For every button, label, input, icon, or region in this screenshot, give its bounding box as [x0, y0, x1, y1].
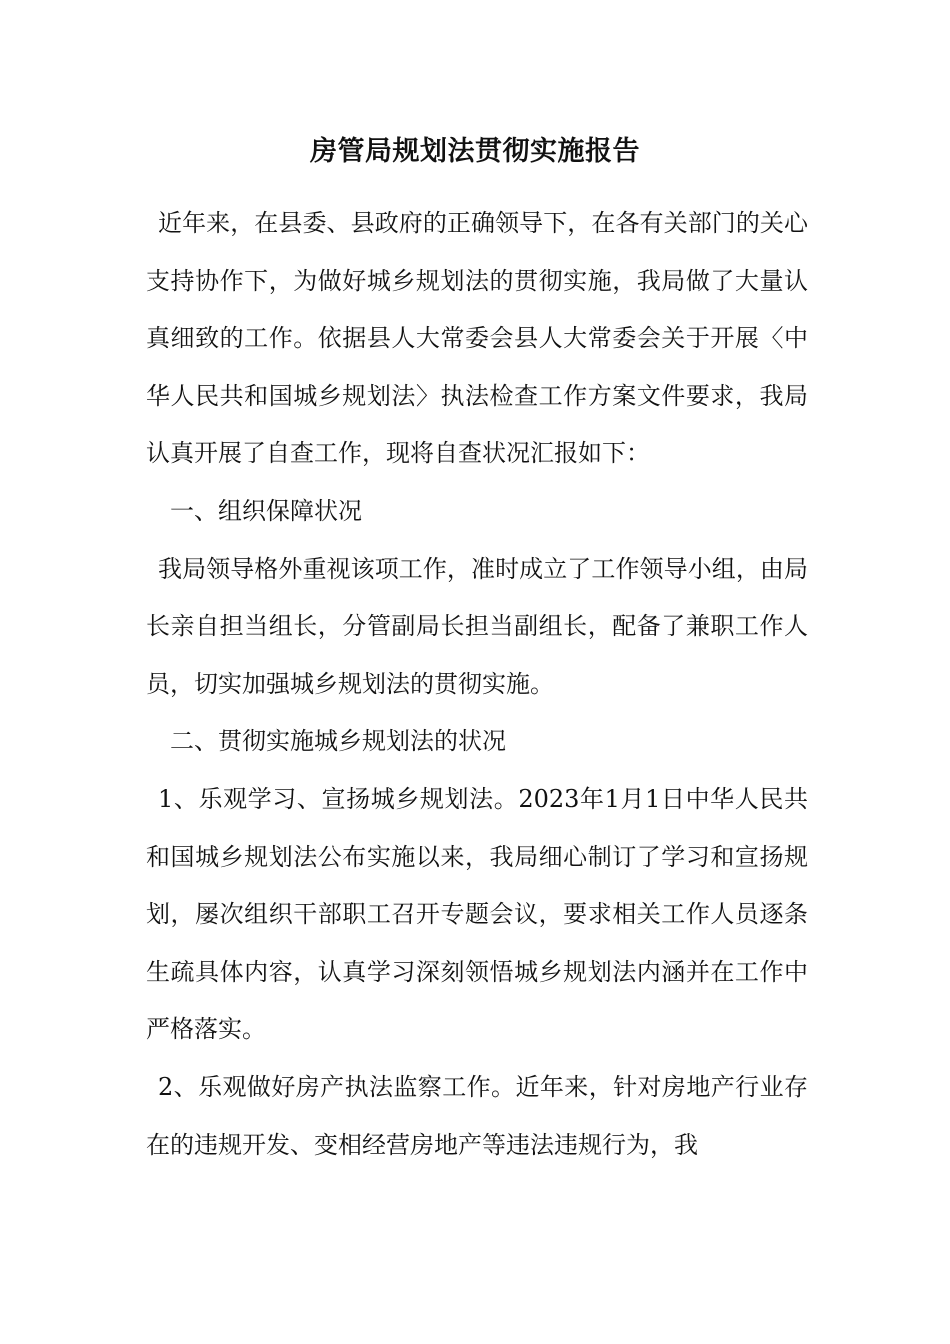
document-title: 房管局规划法贯彻实施报告 [310, 136, 640, 167]
paragraph-intro: 近年来，在县委、县政府的正确领导下，在各有关部门的关心支持协作下，为做好城乡规划法的贯彻实施，我局做了大量认真细致的工作。依据县人大常委会县人大常委会关于开展〈中华人民共和国城乡规划法〉执法检查工作方案文件要求，我局认真开展了自查工作，现将自查状况汇报如下： [146, 209, 808, 468]
paragraph-enforcement: 2、乐观做好房产执法监察工作。近年来，针对房地产行业存在的违规开发、变相经营房地产等违法违规行为，我 [146, 1072, 808, 1159]
section-heading-organization: 一、组织保障状况 [170, 496, 362, 525]
paragraph-organization: 我局领导格外重视该项工作，准时成立了工作领导小组，由局长亲自担当组长，分管副局长担当副组长，配备了兼职工作人员，切实加强城乡规划法的贯彻实施。 [146, 554, 808, 698]
section-heading-implementation: 二、贯彻实施城乡规划法的状况 [170, 727, 506, 756]
document-body [146, 195, 808, 1174]
paragraph-study-promotion: 1、乐观学习、宣扬城乡规划法。2023年1月1日中华人民共和国城乡规划法公布实施以来，我局细心制订了学习和宣扬规划，屡次组织干部职工召开专题会议，要求相关工作人员逐条生疏具体内容，认真学习深刻领悟城乡规划法内涵并在工作中严格落实。 [146, 784, 808, 1044]
